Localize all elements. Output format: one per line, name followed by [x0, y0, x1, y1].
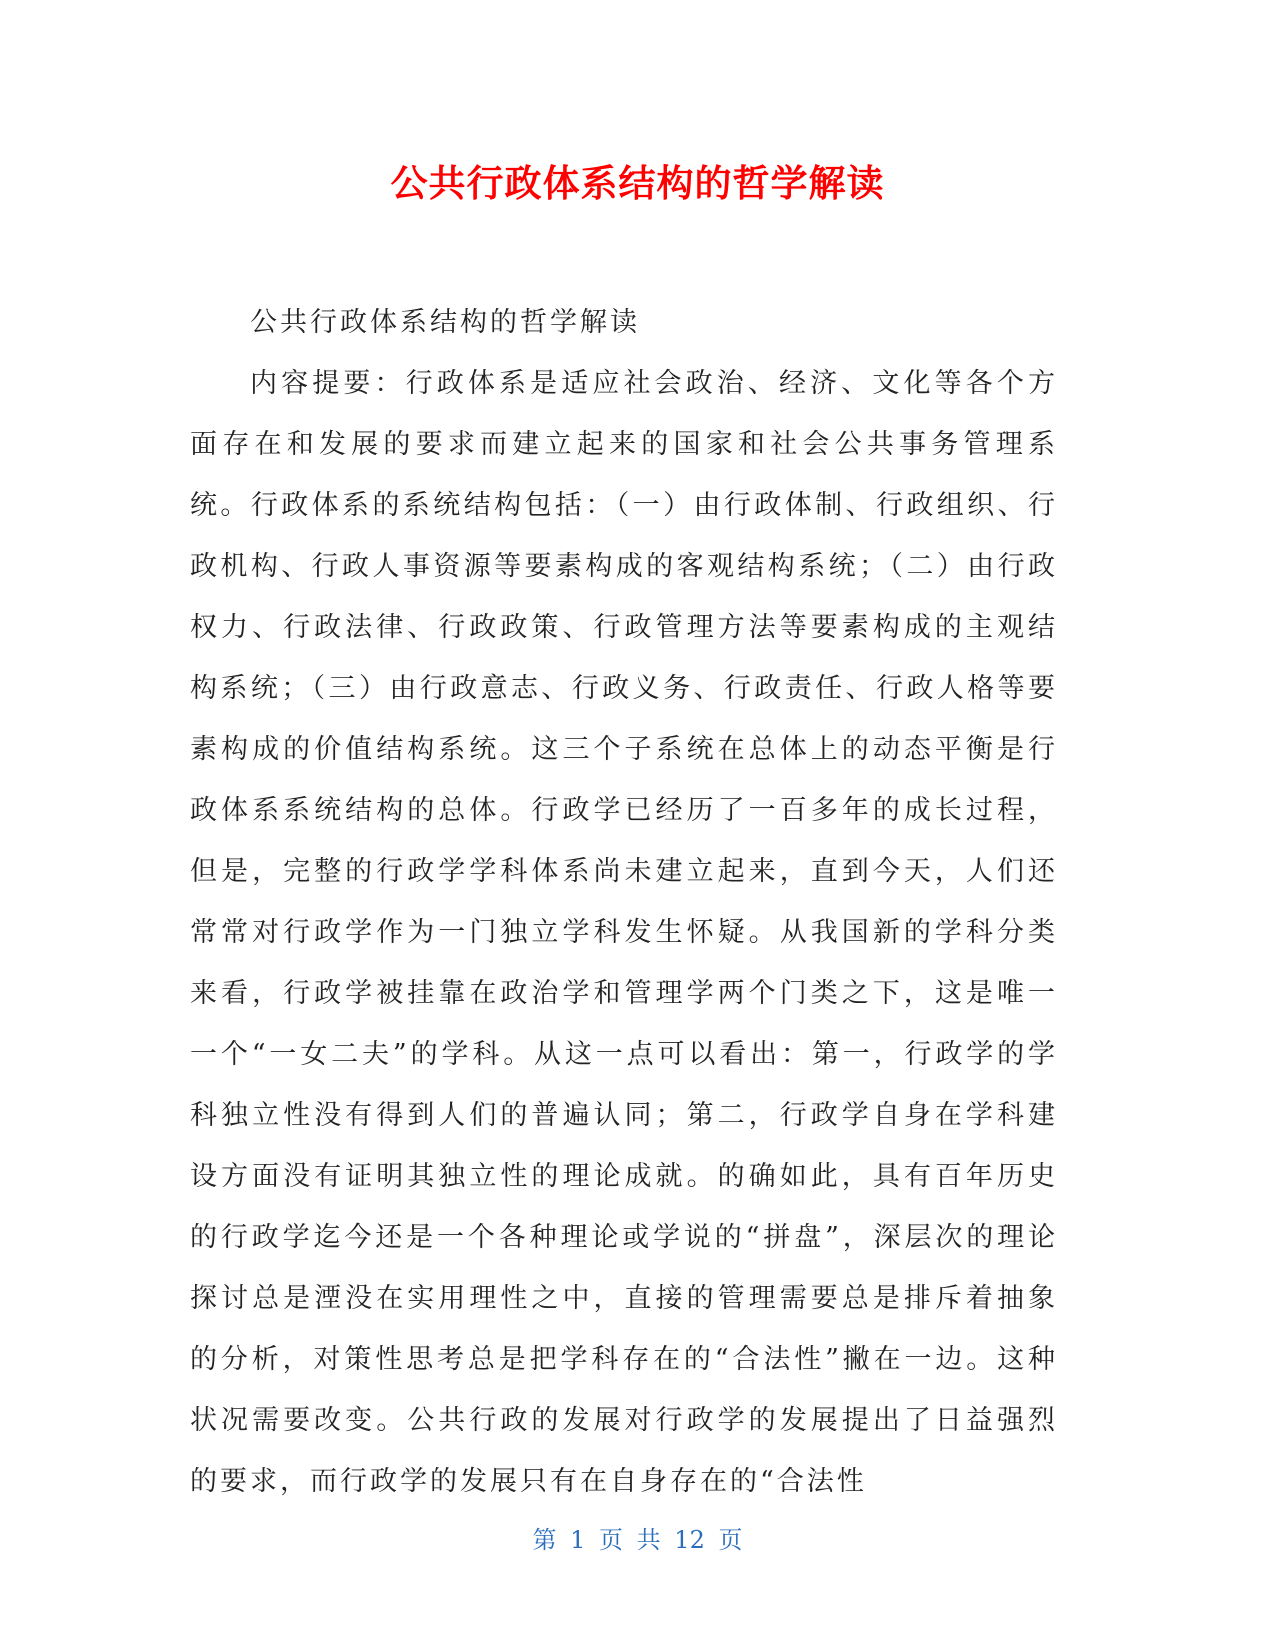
- page-number: 第 1 页 共 12 页: [532, 1526, 743, 1554]
- subtitle-paragraph: 公共行政体系结构的哲学解读: [250, 307, 640, 338]
- abstract-paragraph: 内容提要：行政体系是适应社会政治、经济、文化等各个方面存在和发展的要求而建立起来的国家和社会公共事务管理系统。行政体系的系统结构包括：（一）由行政体制、行政组织、行政机构、行政人事资源等要素构成的客观结构系统；（二）由行政权力、行政法律、行政政策、行政管理方法等要素构成的主观结构系统；（三）由行政意志、行政义务、行政责任、行政人格等要素构成的价值结构系统。这三个子系统在总体上的动态平衡是行政体系系统结构的总体。行政学已经历了一百多年的成长过程，但是，完整的行政学学科体系尚未建立起来，直到今天，人们还常常对行政学作为一门独立学科发生怀疑。从我国新的学科分类来看，行政学被挂靠在政治学和管理学两个门类之下，这是唯一一个“一女二夫”的学科。从这一点可以看出：第一，行政学的学科独立性没有得到人们的普遍认同；第二，行政学自身在学科建设方面没有证明其独立性的理论成就。的确如此，具有百年历史的行政学迄今还是一个各种理论或学说的“拼盘”，深层次的理论探讨总是湮没在实用理性之中，直接的管理需要总是排斥着抽象的分析，对策性思考总是把学科存在的“合法性”撇在一边。这种状况需要改变。公共行政的发展对行政学的发展提出了日益强烈的要求，而行政学的发展只有在自身存在的“合法性: [190, 368, 1058, 1497]
- document-title: 公共行政体系结构的哲学解读: [390, 162, 885, 205]
- document-body: [190, 292, 1058, 1512]
